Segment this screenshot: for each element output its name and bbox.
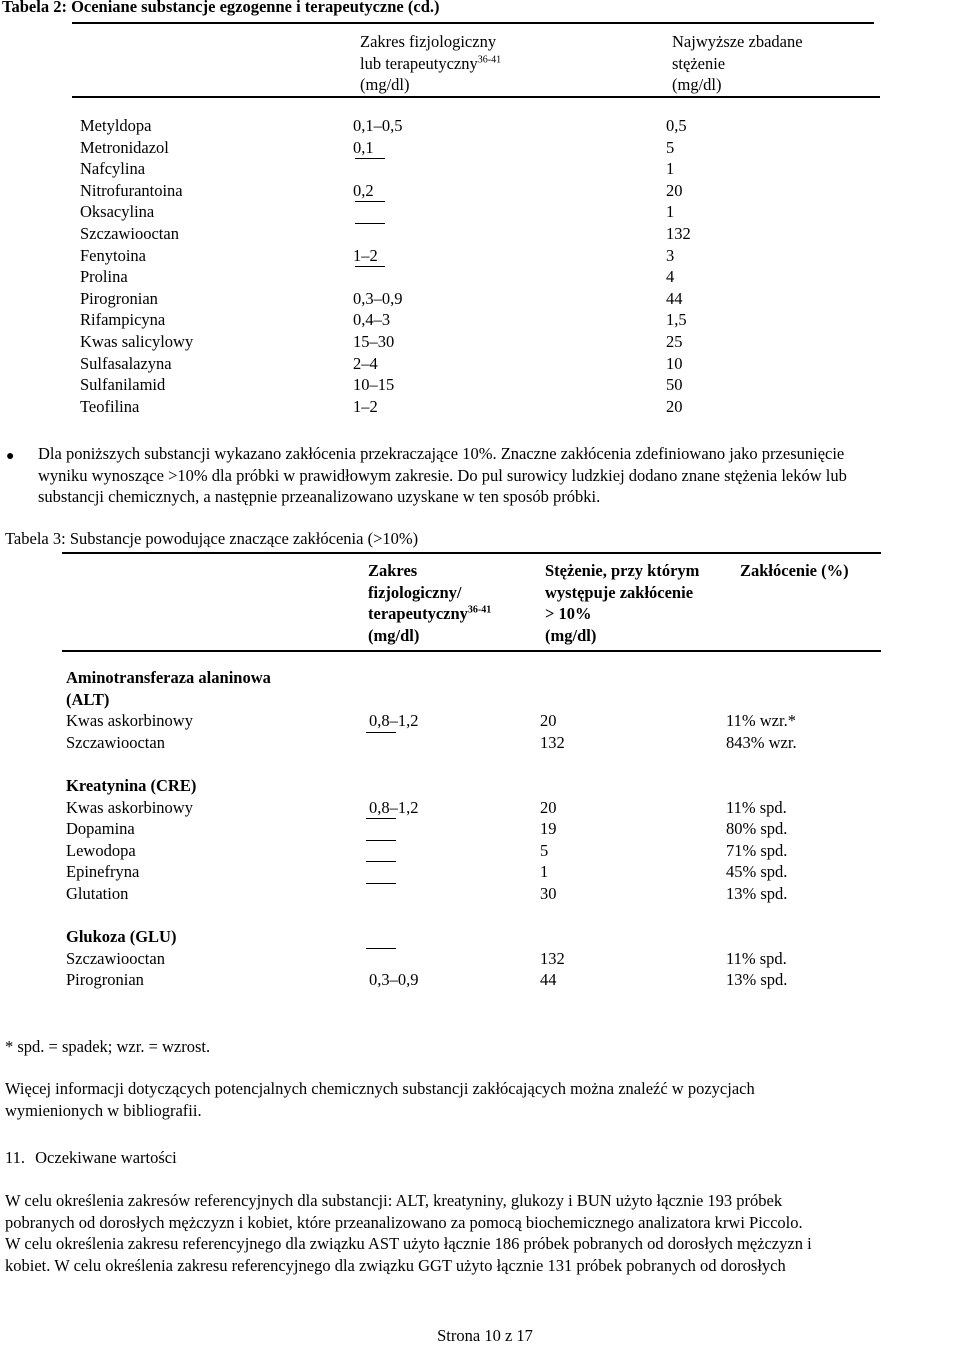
bullet-paragraph: Dla poniższych substancji wykazano zakłócenia przekraczające 10%. Znaczne zakłócenia zdefiniowano jako przesunięcie wyniku wynoszące >10% dla próbki w prawidłowym zakresie. Do pul surowicy ludzkiej dodano znane stężenia leków lub substancji chemicznych, a następnie przeanalizowano uzyskane w ten sposób próbki. bbox=[38, 444, 847, 506]
substance-name: Metyldopa bbox=[80, 116, 152, 135]
interference-cell: 11% spd. bbox=[726, 948, 787, 968]
table-row bbox=[0, 180, 960, 202]
substance-name: Kwas salicylowy bbox=[80, 332, 194, 351]
max-concentration-cell: 1,5 bbox=[666, 310, 687, 330]
range-cell: 0,3–0,9 bbox=[353, 288, 403, 308]
range-cell: 1–2 bbox=[353, 245, 378, 265]
max-concentration-cell: 25 bbox=[666, 332, 683, 351]
interference-cell: 13% spd. bbox=[726, 884, 788, 903]
table3-col1-header: Zakres fizjologiczny/ terapeutyczny$^{36-41}$ (mg/dl) bbox=[368, 561, 492, 645]
table-row bbox=[0, 201, 960, 223]
substance-name: Nitrofurantoina bbox=[80, 180, 183, 200]
table-row bbox=[0, 288, 960, 310]
table3-top-rule bbox=[62, 552, 881, 554]
table-row bbox=[0, 948, 960, 970]
concentration-cell: 19 bbox=[540, 819, 557, 839]
concentration-cell: 44 bbox=[540, 970, 557, 990]
range-cell: 15–30 bbox=[353, 332, 395, 351]
max-concentration-cell: 20 bbox=[666, 180, 683, 200]
table-row bbox=[0, 223, 960, 245]
group-title: Glukoza (GLU) bbox=[66, 927, 177, 947]
table-row bbox=[0, 266, 960, 288]
range-cell: 0,8–1,2 bbox=[369, 711, 419, 731]
substance-name: Kwas askorbinowy bbox=[66, 797, 193, 817]
table-row bbox=[0, 797, 960, 819]
substance-name: Sulfasalazyna bbox=[80, 353, 172, 373]
table-row bbox=[0, 818, 960, 840]
substance-name: Dopamina bbox=[66, 819, 135, 839]
max-concentration-cell: 4 bbox=[666, 267, 675, 287]
table2-col1-header: Zakres fizjologiczny lub terapeutyczny$^{36-41}$ (mg/dl) bbox=[360, 32, 502, 94]
range-cell: 0,1 bbox=[353, 137, 374, 157]
page-number: Strona 10 z 17 bbox=[437, 1326, 533, 1345]
concentration-cell: 132 bbox=[540, 948, 565, 968]
range-cell: 10–15 bbox=[353, 375, 395, 395]
max-concentration-cell: 50 bbox=[666, 375, 683, 395]
interference-cell: 13% spd. bbox=[726, 970, 788, 990]
substance-name: Rifampicyna bbox=[80, 310, 166, 330]
max-concentration-cell: 0,5 bbox=[666, 116, 687, 135]
substance-name: Pirogronian bbox=[66, 970, 144, 990]
interference-cell: 11% spd. bbox=[726, 797, 787, 817]
table-row bbox=[0, 883, 960, 905]
substance-name: Prolina bbox=[80, 267, 128, 287]
footnote: * spd. = spadek; wzr. = wzrost. bbox=[5, 1037, 211, 1056]
substance-name: Szczawiooctan bbox=[80, 224, 179, 243]
table-row bbox=[0, 115, 960, 137]
range-cell: 0,3–0,9 bbox=[369, 970, 419, 990]
table-row bbox=[0, 158, 960, 180]
table-row bbox=[0, 396, 960, 418]
table2-top-rule bbox=[72, 22, 874, 24]
table2-header-rule bbox=[72, 96, 880, 98]
substance-name: Epinefryna bbox=[66, 862, 140, 882]
range-cell: 2–4 bbox=[353, 353, 378, 373]
table-row bbox=[0, 840, 960, 862]
table2-caption: Tabela 2: Oceniane substancje egzogenne i terapeutyczne (cd.) bbox=[2, 0, 440, 16]
concentration-cell: 5 bbox=[540, 840, 549, 860]
substance-name: Nafcylina bbox=[80, 159, 146, 179]
table2-col2-header: Najwyższe zbadane stężenie (mg/dl) bbox=[672, 32, 803, 94]
section-paragraph: W celu określenia zakresów referencyjnych dla substancji: ALT, kreatyniny, glukozy i BUN użyto łącznie 193 próbek pobranych od dorosłych mężczyzn i kobiet, które przeanalizowano za pomocą biochemicznego analizatora krwi Piccolo. W celu określenia zakresu referencyjnego dla związku AST użyto łącznie 186 próbek pobranych od dorosłych mężczyzn i kobiet. W celu określenia zakresu referencyjnego dla związku GGT użyto łącznie 131 próbek pobranych od dorosłych bbox=[5, 1191, 812, 1275]
table3-header-rule bbox=[62, 650, 881, 652]
substance-name: Kwas askorbinowy bbox=[66, 711, 193, 731]
concentration-cell: 1 bbox=[540, 862, 549, 882]
substance-name: Metronidazol bbox=[80, 137, 169, 157]
substance-name: Szczawiooctan bbox=[66, 948, 165, 968]
interference-cell: 843% wzr. bbox=[726, 732, 797, 752]
concentration-cell: 30 bbox=[540, 884, 557, 903]
max-concentration-cell: 1 bbox=[666, 202, 675, 222]
concentration-cell: 20 bbox=[540, 711, 557, 731]
substance-name: Szczawiooctan bbox=[66, 732, 165, 752]
interference-cell: 71% spd. bbox=[726, 840, 788, 860]
table3-caption: Tabela 3: Substancje powodujące znaczące zakłócenia (>10%) bbox=[5, 529, 419, 548]
table-row bbox=[0, 353, 960, 375]
table-row bbox=[0, 969, 960, 991]
range-cell: 0,4–3 bbox=[353, 310, 391, 330]
max-concentration-cell: 1 bbox=[666, 159, 675, 179]
range-cell: 1–2 bbox=[353, 396, 378, 416]
range-cell: 0,2 bbox=[353, 180, 374, 200]
group-title: (ALT) bbox=[66, 689, 110, 709]
table-row bbox=[0, 331, 960, 353]
table-row bbox=[0, 732, 960, 754]
concentration-cell: 132 bbox=[540, 732, 565, 752]
table3-col3-header: Zakłócenie (%) bbox=[740, 561, 849, 580]
substance-name: Pirogronian bbox=[80, 288, 158, 308]
max-concentration-cell: 132 bbox=[666, 224, 691, 243]
group-title: Aminotransferaza alaninowa bbox=[66, 668, 271, 687]
range-cell: 0,1–0,5 bbox=[353, 116, 403, 135]
interference-cell: 80% spd. bbox=[726, 819, 788, 839]
range-cell: 0,8–1,2 bbox=[369, 797, 419, 817]
max-concentration-cell: 20 bbox=[666, 396, 683, 416]
table-row bbox=[0, 245, 960, 267]
interference-cell: 45% spd. bbox=[726, 862, 788, 882]
group-title: Kreatynina (CRE) bbox=[66, 776, 197, 795]
max-concentration-cell: 44 bbox=[666, 288, 683, 308]
table-row bbox=[0, 309, 960, 331]
max-concentration-cell: 3 bbox=[666, 245, 675, 265]
table-row bbox=[0, 861, 960, 883]
table-row bbox=[0, 374, 960, 396]
more-info-paragraph: Więcej informacji dotyczących potencjalnych chemicznych substancji zakłócających można znaleźć w pozycjach wymienionych w bibliografii. bbox=[5, 1079, 755, 1120]
max-concentration-cell: 10 bbox=[666, 353, 683, 373]
interference-cell: 11% wzr.* bbox=[726, 711, 796, 731]
bullet-icon: ● bbox=[6, 449, 15, 464]
section-heading: 11. Oczekiwane wartości bbox=[5, 1148, 177, 1167]
substance-name: Oksacylina bbox=[80, 202, 155, 222]
substance-name: Lewodopa bbox=[66, 840, 136, 860]
table3-col2-header: Stężenie, przy którym występuje zakłócenie > 10% (mg/dl) bbox=[545, 561, 700, 645]
substance-name: Fenytoina bbox=[80, 245, 146, 265]
substance-name: Sulfanilamid bbox=[80, 375, 166, 395]
substance-name: Teofilina bbox=[80, 396, 140, 416]
substance-name: Glutation bbox=[66, 884, 129, 903]
max-concentration-cell: 5 bbox=[666, 137, 675, 157]
table-row bbox=[0, 710, 960, 732]
table-row bbox=[0, 137, 960, 159]
concentration-cell: 20 bbox=[540, 797, 557, 817]
